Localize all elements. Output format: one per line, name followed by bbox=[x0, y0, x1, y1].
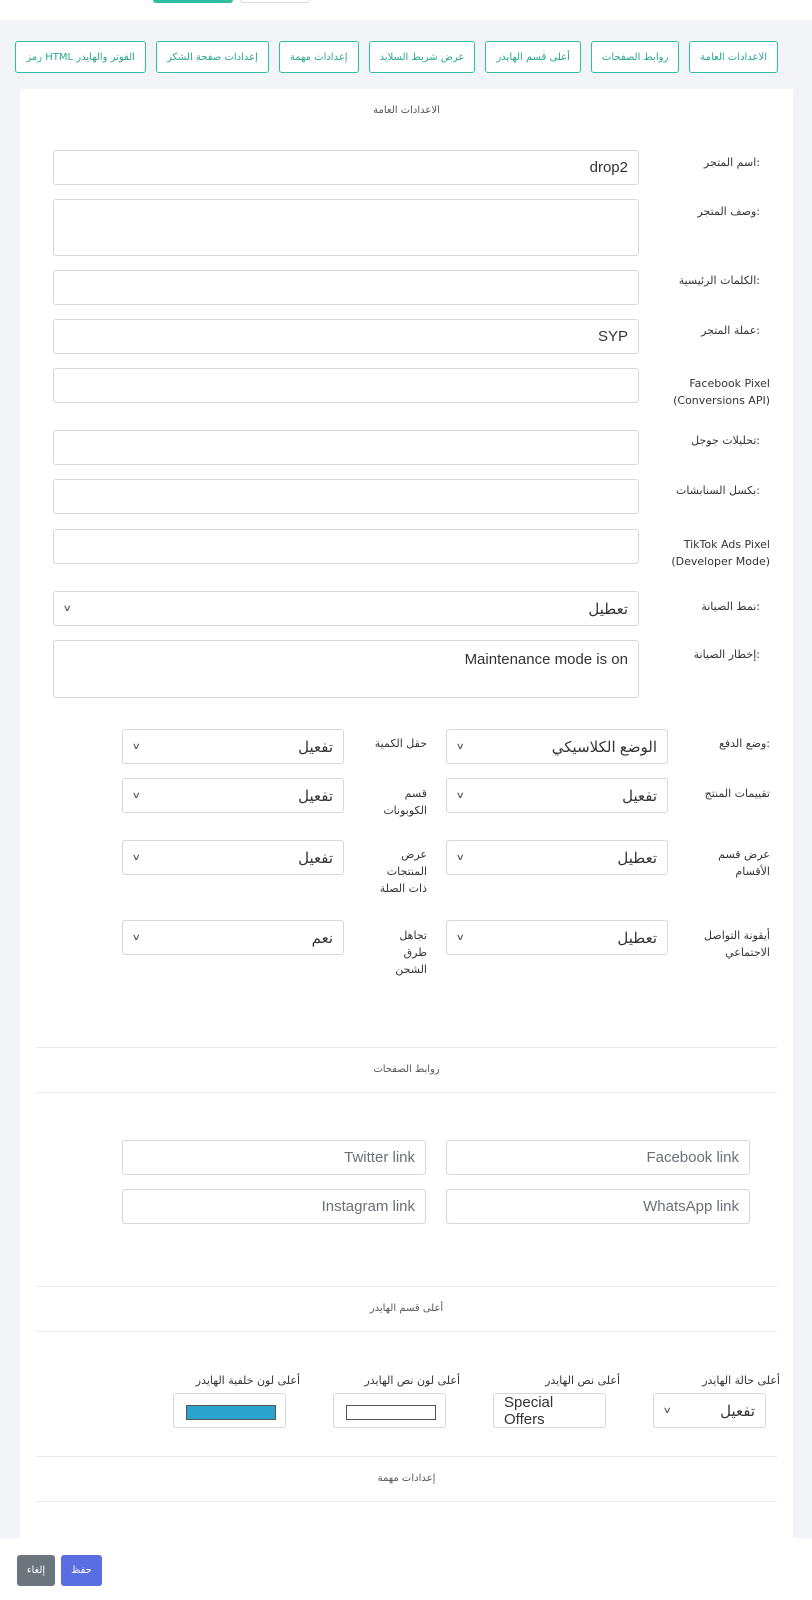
divider bbox=[36, 1331, 777, 1332]
categories-label: عرض قسم الأقسام bbox=[718, 848, 770, 878]
coupons-label: قسم الكوبونات bbox=[383, 787, 427, 817]
chevron-down-icon: ∨ bbox=[662, 1405, 672, 1415]
header-bg-color-label: أعلى لون خلفية الهايدر bbox=[195, 1374, 300, 1387]
store-name-input[interactable]: drop2 bbox=[53, 150, 639, 185]
coupons-select[interactable] bbox=[122, 778, 344, 813]
keywords-label: الكلمات الرئيسية: bbox=[678, 274, 760, 287]
chevron-down-icon: ∨ bbox=[455, 790, 465, 800]
coupons-value: تفعيل bbox=[298, 787, 333, 805]
bg-color-swatch bbox=[186, 1405, 276, 1420]
active-tab-indicator[interactable] bbox=[153, 0, 233, 3]
header-text-label: أعلى نص الهايدر bbox=[545, 1374, 620, 1387]
ignore-shipping-value: نعم bbox=[311, 929, 333, 947]
categories-select[interactable] bbox=[446, 840, 668, 875]
maint-notice-label: إخطار الصيانة: bbox=[693, 648, 760, 661]
chevron-down-icon: ∨ bbox=[455, 741, 465, 751]
payment-mode-value: الوضع الكلاسيكي bbox=[551, 738, 657, 756]
text-color-swatch bbox=[346, 1405, 436, 1420]
payment-mode-label: وضع الدفع: bbox=[718, 737, 770, 750]
chevron-down-icon: ∨ bbox=[62, 603, 72, 613]
fb-pixel-label: Facebook Pixel (Conversions API) bbox=[673, 377, 770, 407]
header-top-section-title: أعلى قسم الهايدر bbox=[369, 1303, 444, 1314]
ignore-shipping-select[interactable] bbox=[122, 920, 344, 955]
qty-field-select[interactable] bbox=[122, 729, 344, 764]
qty-field-value: تفعيل bbox=[298, 738, 333, 756]
tab-page-links[interactable]: روابط الصفحات bbox=[591, 41, 679, 73]
footer-bar bbox=[0, 1538, 812, 1600]
snap-pixel-label: بكسل السنابشات: bbox=[676, 484, 760, 497]
tab-html-code[interactable]: رمز HTML الفوتر والهايدر bbox=[15, 41, 146, 73]
snap-pixel-input[interactable] bbox=[53, 479, 639, 514]
links-section-title: روابط الصفحات bbox=[373, 1064, 440, 1075]
header-status-select[interactable] bbox=[653, 1393, 766, 1428]
tab-important[interactable]: إعدادات مهمة bbox=[279, 41, 359, 73]
divider bbox=[36, 1047, 777, 1048]
top-bar bbox=[0, 0, 812, 20]
divider bbox=[36, 1092, 777, 1093]
header-status-value: تفعيل bbox=[720, 1402, 755, 1420]
fb-pixel-input[interactable] bbox=[53, 368, 639, 403]
related-label: عرض المنتجات ذات الصلة bbox=[379, 848, 427, 895]
ignore-shipping-label: تجاهل طرق الشحن bbox=[395, 929, 427, 976]
header-text-color-label: أعلى لون نص الهايدر bbox=[364, 1374, 460, 1387]
twitter-link-input[interactable]: Twitter link bbox=[122, 1140, 426, 1175]
social-icon-label: أيقونة التواصل الاجتماعي bbox=[704, 929, 770, 959]
tab-slider[interactable]: عرض شريط السلايد bbox=[369, 41, 476, 73]
tab-header-top[interactable]: أعلى قسم الهايدر bbox=[485, 41, 580, 73]
currency-input[interactable]: SYP bbox=[53, 319, 639, 354]
header-text-input[interactable]: Special Offers bbox=[493, 1393, 606, 1428]
facebook-link-input[interactable]: Facebook link bbox=[446, 1140, 750, 1175]
cancel-button[interactable]: إلغاء bbox=[17, 1555, 55, 1586]
save-button[interactable]: حفظ bbox=[61, 1555, 102, 1586]
tab-thankyou[interactable]: إعدادات صفحة الشكر bbox=[156, 41, 269, 73]
social-icon-select[interactable] bbox=[446, 920, 668, 955]
store-desc-textarea[interactable] bbox=[53, 199, 639, 256]
related-select[interactable] bbox=[122, 840, 344, 875]
categories-value: تعطيل bbox=[617, 849, 657, 867]
chevron-down-icon: ∨ bbox=[455, 852, 465, 862]
keywords-input[interactable] bbox=[53, 270, 639, 305]
instagram-link-input[interactable]: Instagram link bbox=[122, 1189, 426, 1224]
divider bbox=[36, 1286, 777, 1287]
tab-general[interactable]: الاعدادات العامة bbox=[689, 41, 778, 73]
reviews-select[interactable] bbox=[446, 778, 668, 813]
tiktok-pixel-input[interactable] bbox=[53, 529, 639, 564]
header-status-label: أعلى حالة الهايدر bbox=[702, 1374, 780, 1387]
store-desc-label: وصف المتجر: bbox=[697, 205, 760, 218]
chevron-down-icon: ∨ bbox=[131, 932, 141, 942]
divider bbox=[36, 1501, 777, 1502]
inactive-tab-indicator[interactable] bbox=[240, 0, 310, 3]
currency-label: عملة المتجر: bbox=[701, 324, 760, 337]
maint-mode-select[interactable] bbox=[53, 591, 639, 626]
whatsapp-link-input[interactable]: WhatsApp link bbox=[446, 1189, 750, 1224]
tiktok-pixel-label: TikTok Ads Pixel (Developer Mode) bbox=[671, 538, 770, 568]
google-analytics-input[interactable] bbox=[53, 430, 639, 465]
reviews-label: تقييمات المنتج bbox=[704, 787, 770, 800]
store-name-label: اسم المتجر: bbox=[703, 156, 760, 169]
header-bg-color-picker[interactable] bbox=[173, 1393, 286, 1428]
settings-tabs bbox=[26, 41, 778, 73]
general-section-title: الاعدادات العامة bbox=[373, 105, 440, 116]
chevron-down-icon: ∨ bbox=[131, 741, 141, 751]
divider bbox=[36, 1456, 777, 1457]
payment-mode-select[interactable] bbox=[446, 729, 668, 764]
maint-mode-value: تعطيل bbox=[588, 600, 628, 618]
header-text-color-picker[interactable] bbox=[333, 1393, 446, 1428]
chevron-down-icon: ∨ bbox=[131, 852, 141, 862]
important-section-title: إعدادات مهمة bbox=[377, 1473, 436, 1484]
google-analytics-label: تحليلات جوجل: bbox=[691, 434, 760, 447]
maint-mode-label: نمط الصيانة: bbox=[701, 600, 760, 613]
reviews-value: تفعيل bbox=[622, 787, 657, 805]
chevron-down-icon: ∨ bbox=[455, 932, 465, 942]
settings-card bbox=[20, 89, 793, 1539]
qty-field-label: حقل الكمية bbox=[374, 737, 427, 750]
chevron-down-icon: ∨ bbox=[131, 790, 141, 800]
maint-notice-textarea[interactable]: Maintenance mode is on bbox=[53, 640, 639, 698]
related-value: تفعيل bbox=[298, 849, 333, 867]
social-icon-value: تعطيل bbox=[617, 929, 657, 947]
